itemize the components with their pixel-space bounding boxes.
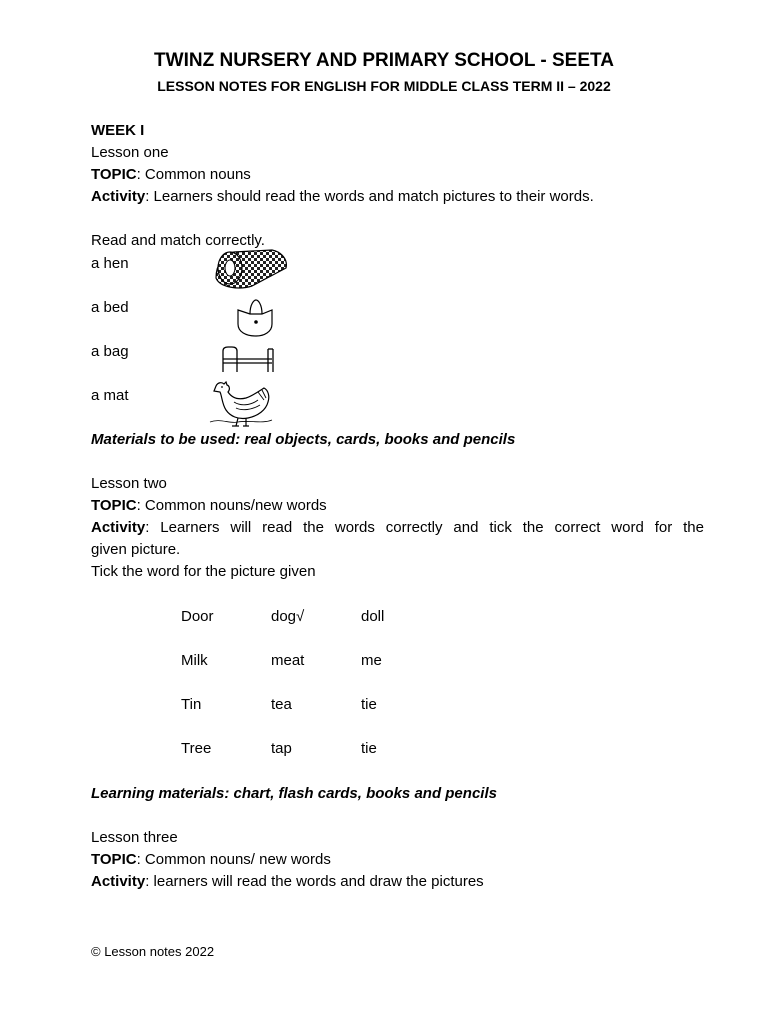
- word-cell: tap: [271, 740, 292, 757]
- word-cell: me: [361, 652, 382, 669]
- topic-text: : Common nouns: [136, 166, 251, 183]
- match-word: a bed: [91, 299, 129, 316]
- word-cell: tea: [271, 696, 292, 713]
- topic-label: TOPIC: [91, 166, 137, 183]
- hen-picture: [208, 378, 274, 428]
- lesson-three-topic: [91, 851, 331, 869]
- activity-label: Activity: [91, 873, 146, 890]
- school-title: TWINZ NURSERY AND PRIMARY SCHOOL - SEETA: [154, 50, 614, 71]
- topic-label: TOPIC: [91, 497, 137, 514]
- lesson-three-title: Lesson three: [91, 829, 178, 846]
- bed-picture: [220, 345, 276, 373]
- word-cell: Tin: [181, 696, 202, 713]
- word-cell: Tree: [181, 740, 212, 757]
- word-cell: doll: [361, 608, 385, 625]
- lesson-one-title: Lesson one: [91, 144, 169, 161]
- tick-instruction: Tick the word for the picture given: [91, 563, 316, 580]
- topic-text: : Common nouns/new words: [136, 497, 327, 514]
- word-cell: tie: [361, 696, 377, 713]
- match-word: a hen: [91, 255, 129, 272]
- activity-label: Activity: [91, 519, 146, 536]
- lesson-two-title: Lesson two: [91, 475, 167, 492]
- activity-text: : learners will read the words and draw the pictures: [145, 873, 484, 890]
- week-heading: WEEK I: [91, 122, 145, 139]
- activity-text: : Learners will read the words correctly and tick the correct word for the: [145, 519, 704, 536]
- activity-label: Activity: [91, 188, 146, 205]
- lesson-one-topic: [91, 166, 251, 184]
- word-cell: tie: [361, 740, 377, 757]
- topic-text: : Common nouns/ new words: [136, 851, 331, 868]
- match-word: a bag: [91, 343, 129, 360]
- lesson-three-activity: [91, 873, 484, 891]
- activity-text: : Learners should read the words and match pictures to their words.: [145, 188, 594, 205]
- word-cell: Door: [181, 608, 214, 625]
- footer-copyright: © Lesson notes 2022: [91, 944, 215, 959]
- lesson-two-activity: [91, 519, 704, 537]
- lesson-one-activity: [91, 188, 594, 206]
- lesson-two-materials: Learning materials: chart, flash cards, books and pencils: [91, 785, 497, 802]
- mat-picture: [212, 246, 290, 292]
- word-cell: meat: [271, 652, 305, 669]
- bag-picture: [234, 296, 276, 338]
- word-cell: dog√: [271, 608, 305, 625]
- document-subtitle: LESSON NOTES FOR ENGLISH FOR MIDDLE CLASS TERM II – 2022: [157, 78, 611, 94]
- lesson-two-topic: [91, 497, 327, 515]
- match-instruction: Read and match correctly.: [91, 232, 265, 249]
- topic-label: TOPIC: [91, 851, 137, 868]
- word-cell: Milk: [181, 652, 208, 669]
- match-word: a mat: [91, 387, 129, 404]
- lesson-two-activity-continued: given picture.: [91, 541, 181, 558]
- lesson-one-materials: Materials to be used: real objects, cards, books and pencils: [91, 431, 516, 448]
